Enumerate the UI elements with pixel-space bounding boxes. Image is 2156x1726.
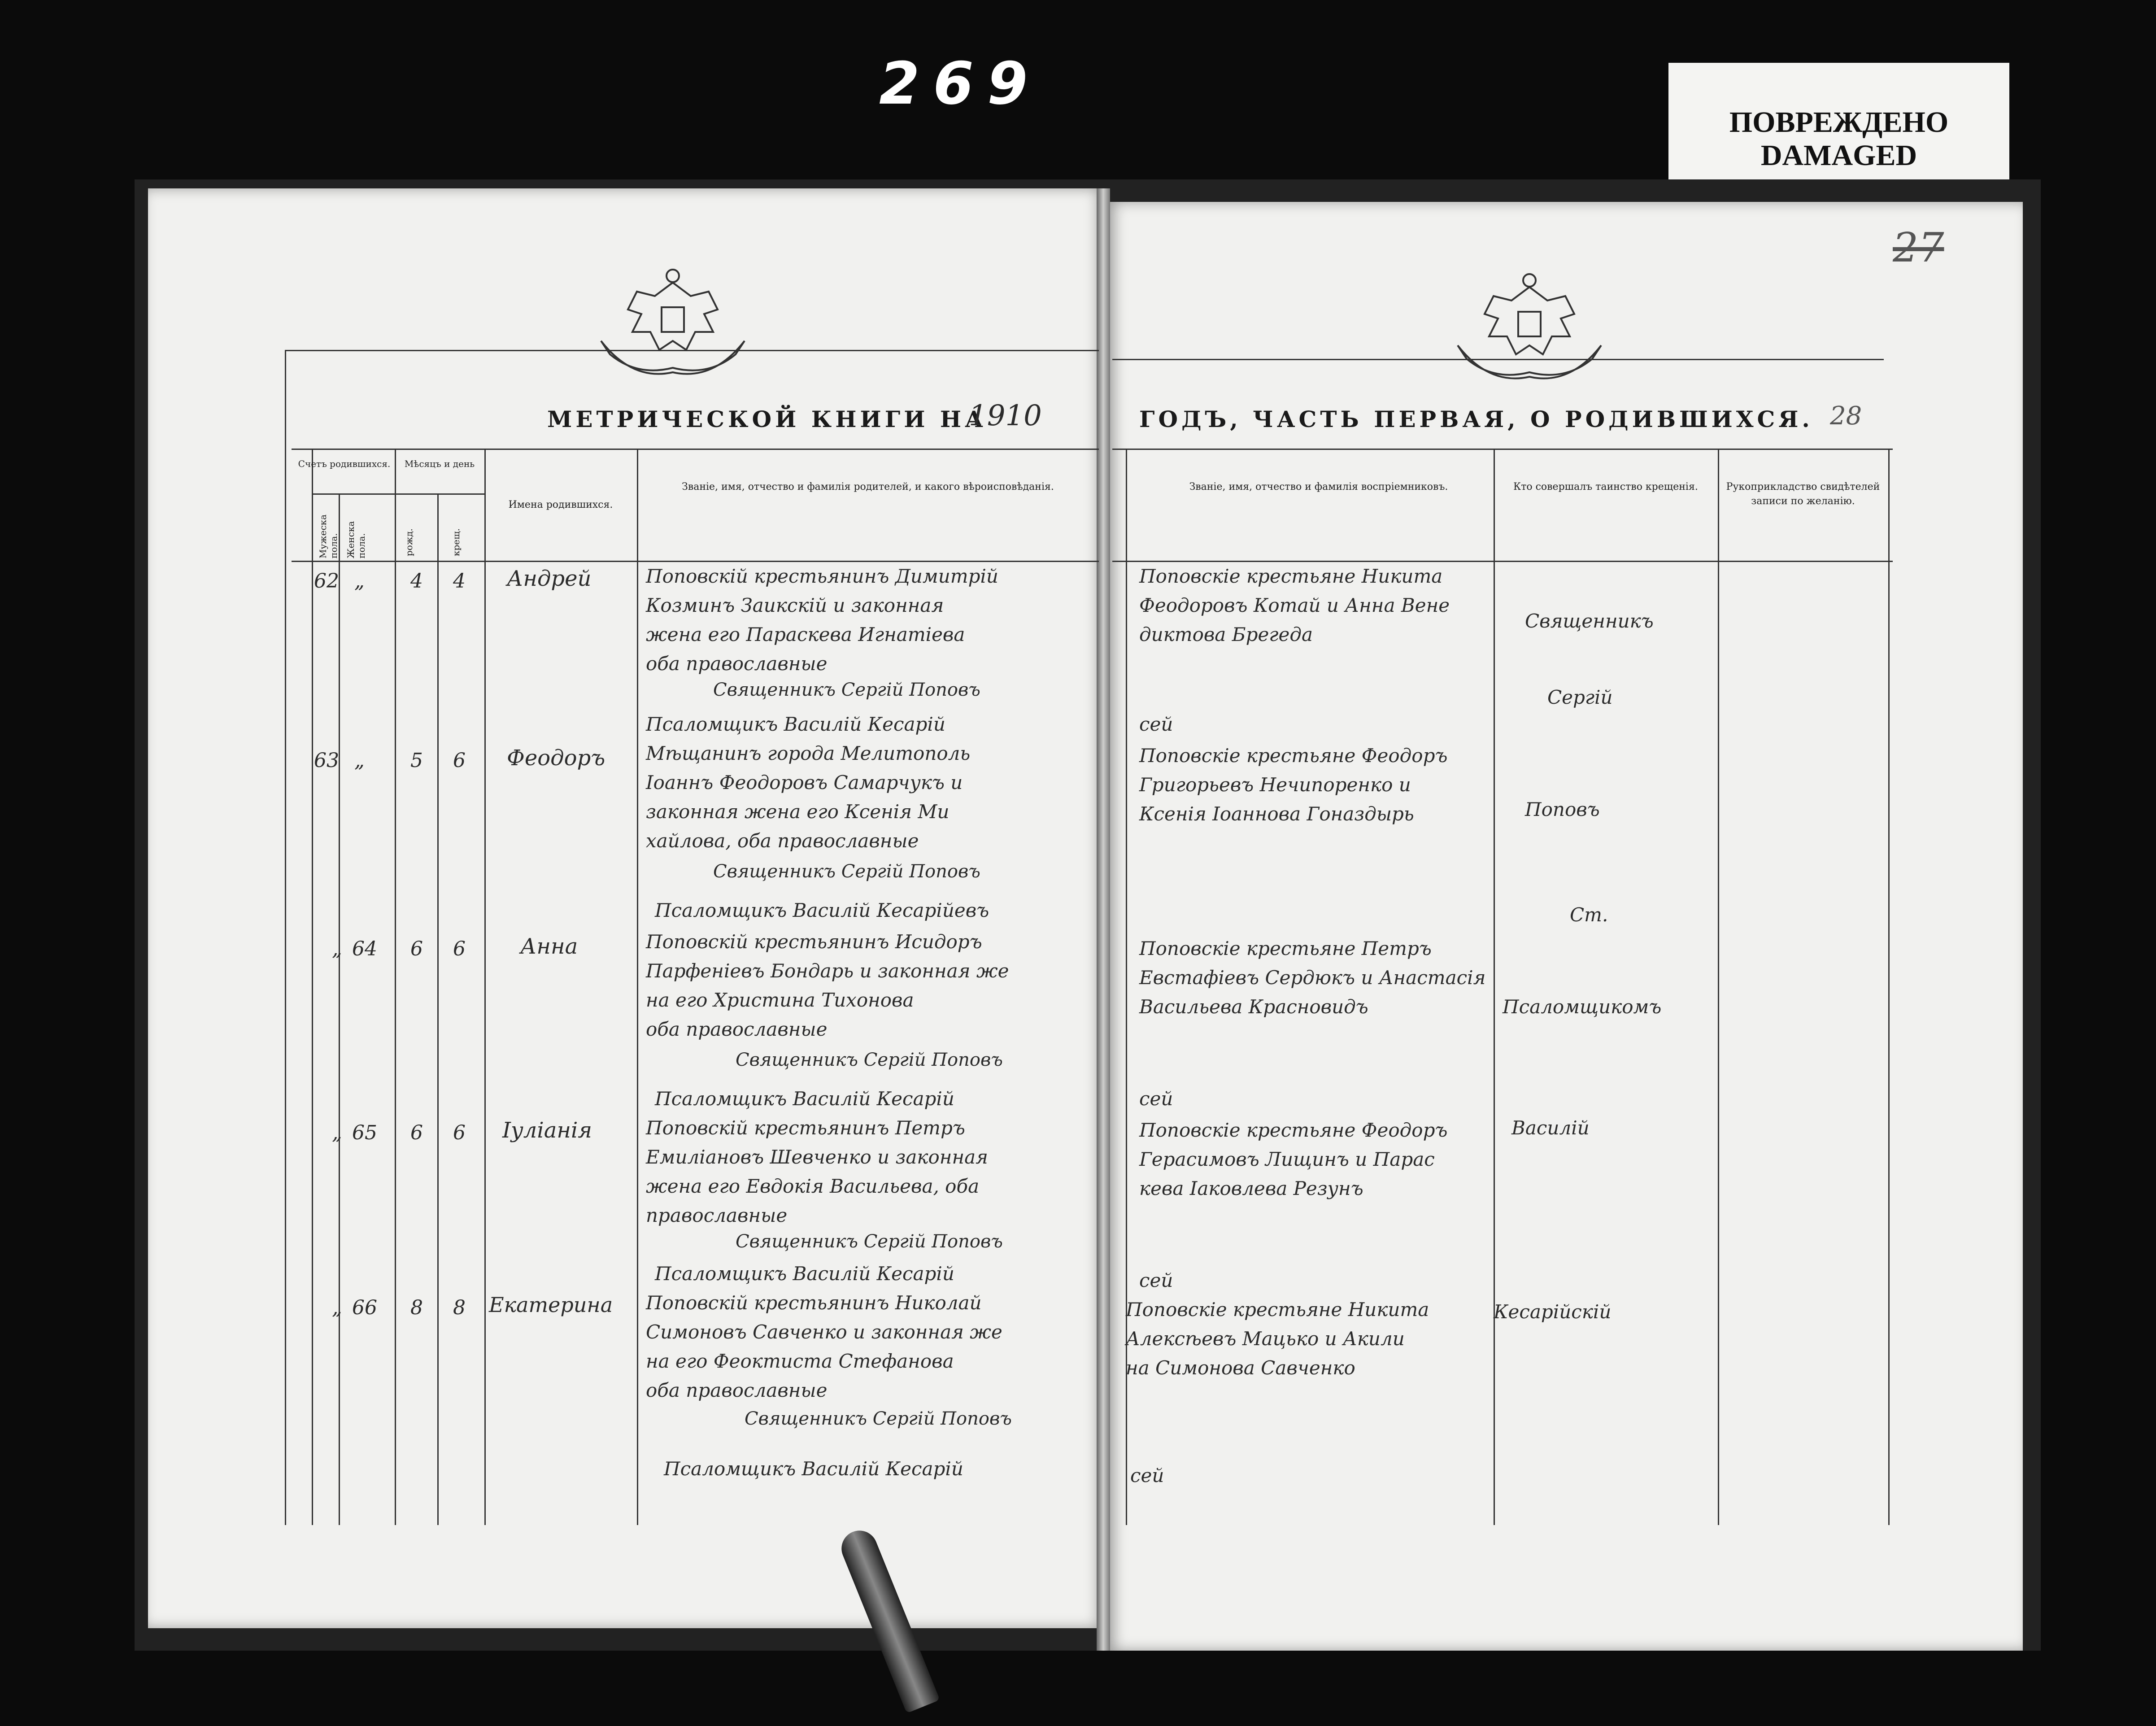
record-3-parents-2: Поповскій крестьянинъ Исидоръ (646, 931, 982, 953)
right-header-bottom (1112, 561, 1893, 562)
left-col-3 (395, 449, 396, 1525)
last-sign: Псаломщикъ Василій Кесарій (664, 1458, 963, 1480)
record-4-name: Іуліанія (502, 1118, 592, 1143)
header-officiant: Кто совершалъ таинство крещенія. (1513, 481, 1698, 493)
record-1-born: 4 (410, 570, 423, 593)
record-4-born: 6 (410, 1121, 423, 1144)
record-2-sign: Священникъ Сергій Поповъ (713, 861, 980, 882)
header-witnesses: Рукоприкладство свидѣтелей записи по желанію. (1726, 481, 1880, 507)
record-4-officiant: Василій (1511, 1117, 1590, 1139)
record-2-baptized: 6 (453, 749, 466, 772)
record-1-godparents-2: Феодоровъ Котай и Анна Вене (1139, 594, 1450, 616)
record-3-godparents-1: Поповскіе крестьяне Петръ (1139, 937, 1432, 959)
record-5-godparents-4: на Симонова Савченко (1126, 1357, 1355, 1379)
record-1-sign: Священникъ Сергій Поповъ (713, 680, 980, 700)
record-1-parents-2: Козминъ Заикскій и законная (646, 594, 944, 616)
book-year: 1910 (969, 399, 1042, 432)
record-5-name: Екатерина (489, 1293, 613, 1317)
record-3-male: „ (332, 937, 342, 960)
record-1-officiant: Священникъ (1525, 610, 1654, 632)
header-month-day: Мѣсяцъ и день (404, 458, 475, 469)
record-2-officiant: Сергій (1547, 686, 1613, 708)
officiant-abbrev: Ст. (1570, 904, 1608, 926)
record-5-godparents-2: Поповскіе крестьяне Никита (1126, 1299, 1429, 1321)
left-col-6 (637, 449, 638, 1525)
stamp-text-en: DAMAGED (1760, 139, 1917, 172)
left-header-bottom (292, 561, 1099, 562)
header-count-group: Счетъ родившихся. (298, 458, 391, 469)
record-4-parents-2: Поповскій крестьянинъ Петръ (646, 1117, 965, 1139)
record-4-male: „ (332, 1121, 342, 1144)
record-2-male: 63 (314, 749, 339, 772)
record-1-parents-4: оба православные (646, 653, 828, 675)
header-parents: Званіе, имя, отчество и фамилія родителей, и какого вѣроисповѣданія. (682, 481, 1054, 493)
stamp-text-ru: ПОВРЕЖДЕНО (1729, 106, 1949, 139)
record-1-baptized: 4 (453, 570, 466, 593)
record-1-female: „ (354, 570, 365, 593)
record-1-name: Андрей (507, 566, 592, 591)
record-5-parents-3: Симоновъ Савченко и законная же (646, 1321, 1002, 1343)
officiant-psalmist: Псаломщикомъ (1503, 996, 1662, 1018)
crossed-page-number: 27 (1893, 224, 1944, 271)
record-1-parents-3: жена его Параскева Игнатіева (646, 623, 965, 645)
record-2-name: Феодоръ (507, 745, 605, 771)
record-2-godparents-1: сей (1139, 713, 1173, 735)
record-4-parents-1: Псаломщикъ Василій Кесарій (655, 1088, 954, 1110)
record-2-parents-2: Мѣщанинъ города Мелитополь (646, 742, 971, 764)
record-1-godparents-3: диктова Брегеда (1139, 623, 1313, 645)
record-4-godparents-1: сей (1139, 1088, 1173, 1110)
left-subgroup-line-2 (395, 493, 484, 495)
record-5-parents-2: Поповскій крестьянинъ Николай (646, 1292, 982, 1314)
record-1-godparents-1: Поповскіе крестьяне Никита (1139, 565, 1443, 587)
right-header-top (1112, 449, 1893, 450)
record-2-parents-5: хайлова, оба православные (646, 830, 919, 852)
record-4-godparents-4: кева Іаковлева Резунъ (1139, 1177, 1363, 1199)
right-col-2 (1494, 449, 1495, 1525)
record-3-born: 6 (410, 937, 423, 960)
header-godparents: Званіе, имя, отчество и фамилія воспріемниковъ. (1189, 481, 1448, 493)
right-col-3 (1718, 449, 1719, 1525)
last-sey: сей (1130, 1464, 1164, 1486)
record-4-parents-3: Емиліановъ Шевченко и законная (646, 1146, 988, 1168)
right-top-rule (1112, 359, 1884, 360)
right-emblem-icon (1444, 269, 1615, 399)
record-4-female: 65 (352, 1121, 377, 1144)
record-3-godparents-2: Евстафіевъ Сердюкъ и Анастасія (1139, 967, 1486, 989)
left-col-1 (312, 449, 313, 1525)
record-4-sign: Священникъ Сергій Поповъ (736, 1231, 1003, 1252)
record-5-officiant: Кесарійскій (1494, 1301, 1612, 1323)
left-col-4 (437, 493, 439, 1525)
record-5-godparents-3: Алексѣевъ Мацько и Акили (1126, 1328, 1405, 1350)
folio-number: 269 (879, 49, 1041, 118)
record-2-godparents-3: Григорьевъ Нечипоренко и (1139, 774, 1411, 796)
header-names: Имена родившихся. (508, 499, 613, 510)
record-3-parents-4: на его Христина Тихонова (646, 989, 914, 1011)
record-5-male: „ (332, 1296, 342, 1319)
book-spine (1097, 188, 1110, 1651)
record-5-baptized: 8 (453, 1296, 466, 1319)
book-title-right: ГОДЪ, ЧАСТЬ ПЕРВАЯ, О РОДИВШИХСЯ. (1139, 406, 1813, 432)
left-header-top (292, 449, 1099, 450)
header-female: Женска пола. (345, 521, 367, 558)
book-title-left: МЕТРИЧЕСКОЙ КНИГИ НА (547, 406, 987, 432)
record-2-female: „ (354, 749, 365, 772)
record-2-parents-3: Іоаннъ Феодоровъ Самарчукъ и (646, 771, 963, 793)
header-birth: рожд. (404, 528, 414, 556)
page-number: 28 (1830, 401, 1862, 431)
record-3-sign: Священникъ Сергій Поповъ (736, 1050, 1003, 1070)
record-4-parents-4: жена его Евдокія Васильева, оба (646, 1175, 980, 1197)
record-5-parents-4: на его Феоктиста Стефанова (646, 1350, 954, 1372)
record-3-parents-3: Парфеніевъ Бондарь и законная же (646, 960, 1009, 982)
left-top-rule (285, 350, 1099, 351)
left-emblem-icon (588, 265, 758, 395)
record-2-parents-1: Псаломщикъ Василій Кесарій (646, 713, 945, 735)
left-outer-border (285, 350, 286, 1525)
left-col-5 (484, 449, 486, 1525)
record-2-born: 5 (410, 749, 423, 772)
record-5-born: 8 (410, 1296, 423, 1319)
record-2-parents-4: законная жена его Ксенія Ми (646, 801, 950, 823)
header-male: Мужеска пола. (318, 514, 339, 558)
record-3-female: 64 (352, 937, 377, 960)
record-3-parents-5: оба православные (646, 1018, 828, 1040)
record-5-parents-1: Псаломщикъ Василій Кесарій (655, 1263, 954, 1285)
record-3-parents-1: Псаломщикъ Василій Кесарійевъ (655, 899, 989, 921)
record-2-godparents-4: Ксенія Іоаннова Гоназдырь (1139, 803, 1414, 825)
record-5-sign: Священникъ Сергій Поповъ (745, 1408, 1012, 1429)
header-baptism: крещ. (451, 528, 462, 556)
left-subgroup-line-1 (312, 493, 395, 495)
record-5-female: 66 (352, 1296, 377, 1319)
record-4-godparents-3: Герасимовъ Лищинъ и Парас (1139, 1148, 1435, 1170)
left-col-2 (339, 493, 340, 1525)
record-4-baptized: 6 (453, 1121, 466, 1144)
right-outer-border (1888, 449, 1890, 1525)
record-5-parents-5: оба православные (646, 1379, 828, 1401)
record-2-godparents-2: Поповскіе крестьяне Феодоръ (1139, 745, 1448, 767)
record-3-godparents-3: Васильева Красновидъ (1139, 996, 1368, 1018)
record-1-male: 62 (314, 570, 339, 593)
record-5-godparents-1: сей (1139, 1269, 1173, 1291)
record-3-name: Анна (520, 934, 578, 959)
record-4-godparents-2: Поповскіе крестьяне Феодоръ (1139, 1119, 1448, 1141)
record-1-parents-1: Поповскій крестьянинъ Димитрій (646, 565, 998, 587)
record-3-baptized: 6 (453, 937, 466, 960)
record-3-officiant: Поповъ (1525, 798, 1600, 820)
record-4-parents-5: православные (646, 1204, 788, 1226)
